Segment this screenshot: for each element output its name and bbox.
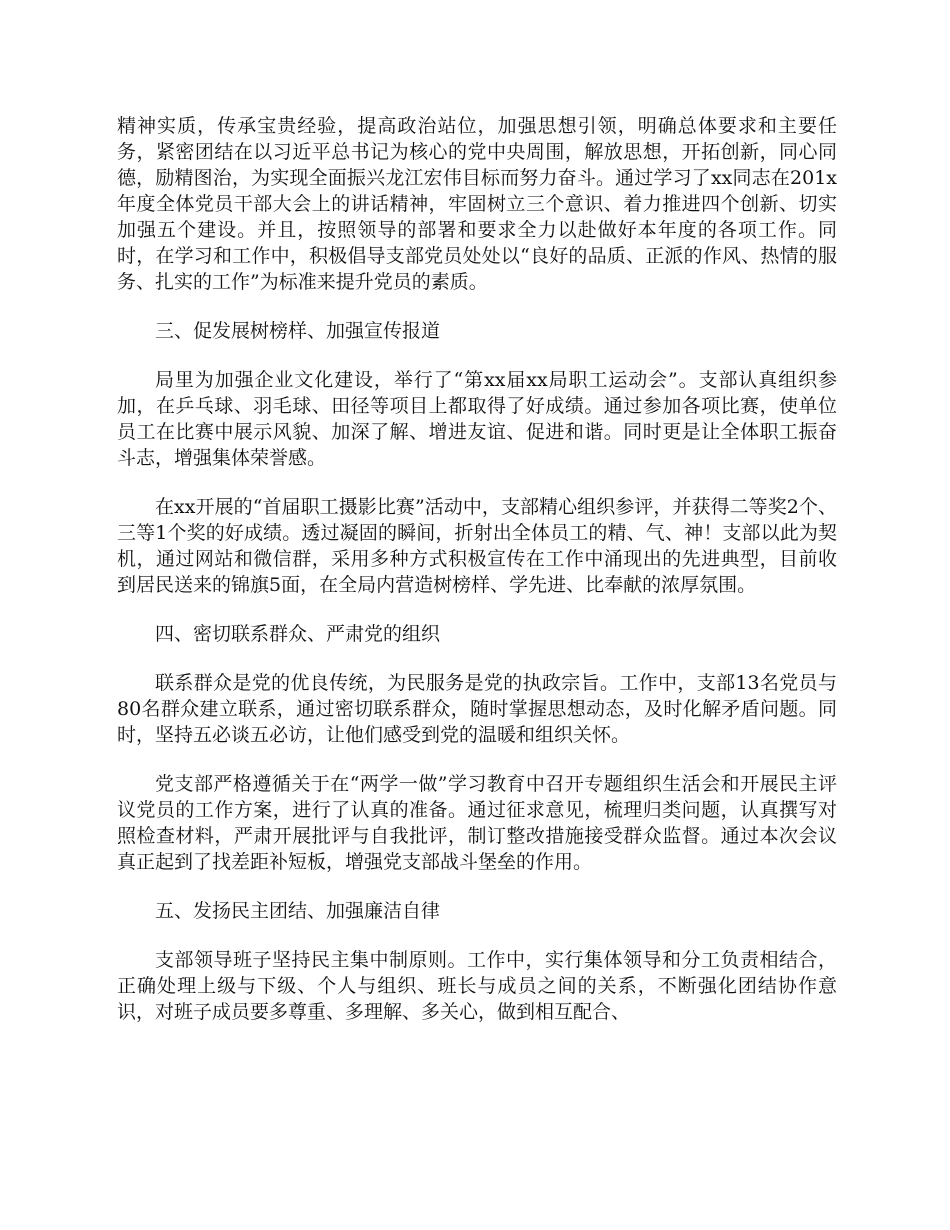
body-paragraph-mass-contact: 联系群众是党的优良传统，为民服务是党的执政宗旨。工作中，支部13名党员与80名群众建立联系，通过密切联系群众，随时掌握思想动态，及时化解矛盾问题。同时，坚持五必谈五必访，让他们感受到党的温暖和组织关怀。 [117, 672, 837, 746]
body-paragraph-sports-meet: 局里为加强企业文化建设，举行了“第xx届xx局职工运动会”。支部认真组织参加，在乒乓球、羽毛球、田径等项目上都取得了好成绩。通过参加各项比赛，使单位员工在比赛中展示风貌、加深了解、增进友谊、促进和谐。同时更是让全体职工振奋斗志，增强集体荣誉感。 [117, 369, 837, 469]
body-paragraph-continued: 精神实质，传承宝贵经验，提高政治站位，加强思想引领，明确总体要求和主要任务，紧密团结在以习近平总书记为核心的党中央周围，解放思想，开拓创新，同心同德，励精图治，为实现全面振兴龙江宏伟目标而努力奋斗。通过学习了xx同志在201x年度全体党员干部大会上的讲话精神，牢固树立三个意识、着力推进四个创新、切实加强五个建设。并且，按照领导的部署和要求全力以赴做好本年度的各项工作。同时，在学习和工作中，积极倡导支部党员处处以“良好的品质、正派的作风、热情的服务、扎实的工作”为标准来提升党员的素质。 [117, 115, 837, 293]
section-heading-5: 五、发扬民主团结、加强廉洁自律 [155, 900, 441, 922]
body-paragraph-democratic-review: 党支部严格遵循关于在“两学一做”学习教育中召开专题组织生活会和开展民主评议党员的工作方案，进行了认真的准备。通过征求意见，梳理归类问题，认真撰写对照检查材料，严肃开展批评与自我批评，制订整改措施接受群众监督。通过本次会议真正起到了找差距补短板，增强党支部战斗堡垒的作用。 [117, 773, 837, 873]
body-paragraph-leadership: 支部领导班子坚持民主集中制原则。工作中，实行集体领导和分工负责相结合，正确处理上级与下级、个人与组织、班长与成员之间的关系，不断强化团结协作意识，对班子成员要多尊重、多理解、多关心，做到相互配合、 [117, 949, 837, 1023]
section-heading-3: 三、促发展树榜样、加强宣传报道 [155, 320, 441, 342]
section-heading-4: 四、密切联系群众、严肃党的组织 [155, 623, 441, 645]
document-body [117, 113, 837, 1025]
body-paragraph-photo-contest: 在xx开展的“首届职工摄影比赛”活动中，支部精心组织参评，并获得二等奖2个、三等1个奖的好成绩。透过凝固的瞬间，折射出全体员工的精、气、神！支部以此为契机，通过网站和微信群，采用多种方式积极宣传在工作中涌现出的先进典型，目前收到居民送来的锦旗5面，在全局内营造树榜样、学先进、比奉献的浓厚氛围。 [117, 496, 837, 596]
